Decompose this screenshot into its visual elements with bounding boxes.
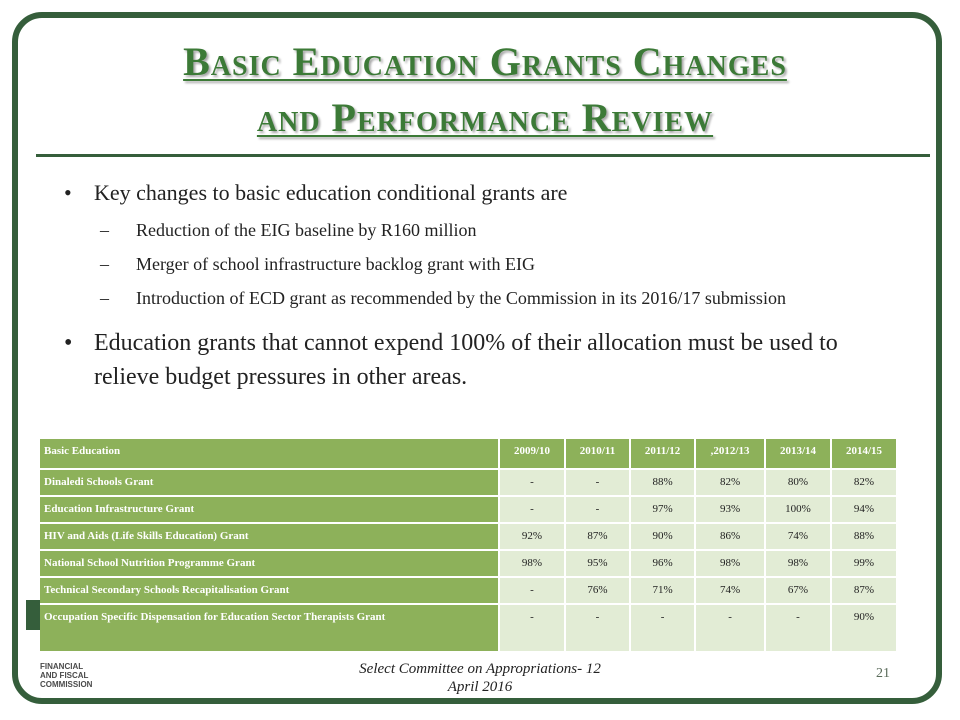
table-cell: - — [630, 604, 695, 652]
grant-name-cell: Occupation Specific Dispensation for Education Sector Therapists Grant — [39, 604, 499, 652]
table-cell: - — [765, 604, 831, 652]
sub-bullet-text: Merger of school infrastructure backlog grant with EIG — [136, 254, 536, 274]
table-cell: - — [499, 469, 565, 496]
ffc-logo — [40, 662, 92, 689]
sub-bullet-dash: – — [100, 254, 109, 274]
table-cell: 98% — [499, 550, 565, 577]
title-line-1: Basic Education Grants Changes — [183, 39, 787, 84]
bullet-list — [64, 176, 904, 394]
table-cell: 93% — [695, 496, 765, 523]
table-cell: 88% — [831, 523, 897, 550]
page-number: 21 — [876, 666, 890, 681]
logo-text: COMMISSION — [40, 680, 93, 689]
table-cell: 86% — [695, 523, 765, 550]
table-cell: 99% — [831, 550, 897, 577]
bullet-key-changes-text: Key changes to basic education conditional grants are — [94, 180, 568, 205]
grant-name-cell: Education Infrastructure Grant — [39, 496, 499, 523]
table-cell: 87% — [565, 523, 630, 550]
table-cell: 97% — [630, 496, 695, 523]
sub-bullet-dash: – — [100, 220, 109, 240]
table-cell: 100% — [765, 496, 831, 523]
grants-performance-table — [38, 437, 898, 653]
table-cell: 92% — [499, 523, 565, 550]
table-row — [39, 496, 897, 523]
sub-bullet-text: Reduction of the EIG baseline by R160 million — [136, 220, 477, 240]
table-cell: - — [499, 577, 565, 604]
grant-name-cell: HIV and Aids (Life Skills Education) Grant — [39, 523, 499, 550]
table-cell: 67% — [765, 577, 831, 604]
table-cell: 87% — [831, 577, 897, 604]
column-header: Basic Education — [39, 438, 499, 469]
table-cell: - — [565, 496, 630, 523]
bullet-key-changes — [64, 176, 904, 210]
sub-bullet-ecd-grant — [64, 284, 904, 312]
logo-text: FINANCIAL — [40, 662, 84, 671]
table-row — [39, 550, 897, 577]
slide-footer — [330, 660, 630, 696]
grant-name-cell: Technical Secondary Schools Recapitalisation Grant — [39, 577, 499, 604]
table-cell: - — [565, 469, 630, 496]
table-header-row — [39, 438, 897, 469]
table-cell: 82% — [831, 469, 897, 496]
table-cell: 76% — [565, 577, 630, 604]
table-row — [39, 469, 897, 496]
table-cell: 98% — [765, 550, 831, 577]
table-cell: - — [499, 604, 565, 652]
bullet-education-grants — [64, 326, 904, 394]
table-row — [39, 604, 897, 652]
logo-text: AND FISCAL — [40, 671, 89, 680]
column-header: ,2012/13 — [695, 438, 765, 469]
column-header: 2011/12 — [630, 438, 695, 469]
table-row — [39, 523, 897, 550]
grant-name-cell: Dinaledi Schools Grant — [39, 469, 499, 496]
slide-title — [60, 34, 910, 146]
table-cell: 88% — [630, 469, 695, 496]
table-cell: - — [695, 604, 765, 652]
footer-line-1: Select Committee on Appropriations- 12 — [359, 661, 601, 677]
bullet-dot: • — [64, 330, 73, 356]
table-cell: 95% — [565, 550, 630, 577]
column-header: 2014/15 — [831, 438, 897, 469]
table-cell: 80% — [765, 469, 831, 496]
table-cell: 71% — [630, 577, 695, 604]
table-cell: 74% — [695, 577, 765, 604]
grant-name-cell: National School Nutrition Programme Grant — [39, 550, 499, 577]
footer-line-2: April 2016 — [447, 679, 513, 695]
table-cell: 90% — [630, 523, 695, 550]
decorative-marker — [26, 600, 40, 630]
column-header: 2010/11 — [565, 438, 630, 469]
sub-bullet-merger — [64, 250, 904, 278]
sub-bullet-dash: – — [100, 288, 109, 308]
table-cell: 94% — [831, 496, 897, 523]
sub-bullet-eig-reduction — [64, 216, 904, 244]
title-line-2: and Performance Review — [256, 95, 714, 140]
column-header: 2009/10 — [499, 438, 565, 469]
sub-bullet-text: Introduction of ECD grant as recommended by the Commission in its 2016/17 submission — [136, 288, 786, 308]
title-divider — [36, 154, 930, 157]
table-cell: 96% — [630, 550, 695, 577]
table-row — [39, 577, 897, 604]
table-cell: 98% — [695, 550, 765, 577]
table-cell: - — [565, 604, 630, 652]
bullet-education-grants-text: Education grants that cannot expend 100% of their allocation must be used to relieve budget pressures in other areas. — [94, 330, 838, 390]
column-header: 2013/14 — [765, 438, 831, 469]
table-cell: 90% — [831, 604, 897, 652]
table-cell: 82% — [695, 469, 765, 496]
table-cell: 74% — [765, 523, 831, 550]
bullet-dot: • — [64, 180, 72, 205]
table-cell: - — [499, 496, 565, 523]
